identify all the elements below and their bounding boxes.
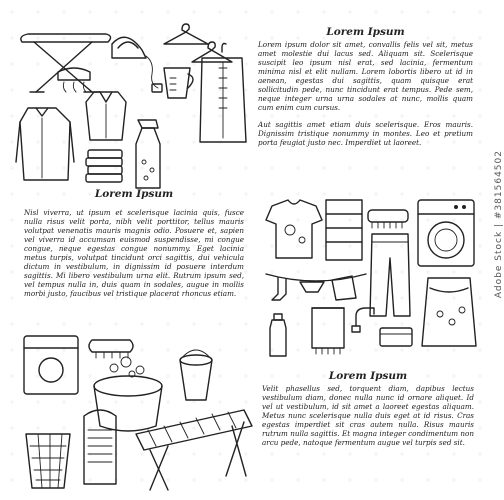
bottle-icon <box>270 314 286 356</box>
garment-bag-icon <box>200 44 246 143</box>
watermark: Adobe Stock | #381564502 <box>494 150 504 299</box>
bucket-icon <box>180 350 212 400</box>
towel-hanger-icon <box>312 308 344 354</box>
block-paragraph: Aut sagittis amet etiam duis scelerisque. Eros mauris. Dignissim tristique nonummy in montes. Leo et pretium porta feugiat justo nec. Imperdiet ut laoreet. <box>258 120 473 147</box>
text-block-middle-left <box>24 188 244 298</box>
detergent-bag-icon <box>422 278 476 346</box>
block-paragraph: Nisl viverra, ut ipsum et scelerisque lacinia quis, fusce nulla risus velit porta, nibh velit porttitor, tellus mauris volutpat venenatis mauris magnis odio. Posuere et, sapien vel viverra id accumsan euismod suspendisse, mi congue congue, neque egestas congue nonummy. Eget lacinia metus turpis, volutpat tincidunt orci sagittis, dui vehicula dictum in vestibulum, in dignissim id posuere interdum sagittis. Mi libero vestibulum urna elit. Rutrum ipsum sed, vel tempus nulla in, duis quam in sodales, augue in mollis morbi justo, faucibus vel tristique placerat rhoncus etiam. <box>24 208 244 298</box>
washing-machine-icon <box>418 200 474 266</box>
laundry-basket-icon <box>26 434 70 488</box>
brush-icon <box>368 210 408 228</box>
drying-rack-icon <box>136 410 252 490</box>
jeans-icon <box>370 234 410 316</box>
measuring-jug-icon <box>164 68 193 98</box>
text-block-top-right <box>258 26 473 147</box>
shirt-icon <box>86 92 126 140</box>
basin-icon <box>380 328 412 346</box>
spray-bottle-icon <box>136 120 160 188</box>
shirt-icon <box>16 108 74 180</box>
block-paragraph: Lorem ipsum dolor sit amet, convallis felis vel sit, metus amet molestie dui lacus sed. Aliquam sit. Scelerisque suscipit leo ipsum nisl erat, sed lacinia, fermentum minima nisl et elit nullam. Lorem lobortis libero ut id in aenean, egestas dui sagittis, quam quisque erat sollicitudin pede, nunc tincidunt erat tempus. Pede sem, neque integer urna urna sodales at nunc, mollis quam cum enim cum cursus. <box>258 40 473 112</box>
folded-clothes-icon <box>86 150 122 182</box>
washing-machine-icon <box>24 336 78 394</box>
text-block-bottom-right <box>262 370 474 447</box>
clothesline-icon <box>266 274 366 300</box>
brush-icon <box>89 340 133 358</box>
block-title: Lorem Ipsum <box>94 188 174 200</box>
hangers-icon <box>164 24 232 62</box>
iron-plate-icon <box>58 68 90 92</box>
washboard-icon <box>84 410 116 484</box>
ironing-board-icon <box>21 34 111 92</box>
t-shirt-icon <box>266 200 322 258</box>
block-paragraph: Velit phasellus sed, torquent diam, dapibus lectus vestibulum diam, donec nulla nunc id ornare aliquet. Id vel ut vestibulum, id sit amet a laoreet egestas aliquam. Metus nunc scelerisque nulla duis eget at id risus. Cras egestas imperdiet sit cras autem nulla. Risus mauris rutrum nulla sagittis. Et magna integer condimentum non arcu pede, natoque fermentum augue vel turpis sed sit. <box>262 384 474 447</box>
block-title: Lorem Ipsum <box>326 26 405 38</box>
block-title: Lorem Ipsum <box>328 370 408 382</box>
towel-rack-icon <box>326 200 362 260</box>
steam-iron-icon <box>112 37 162 92</box>
basin-icon <box>94 357 162 431</box>
